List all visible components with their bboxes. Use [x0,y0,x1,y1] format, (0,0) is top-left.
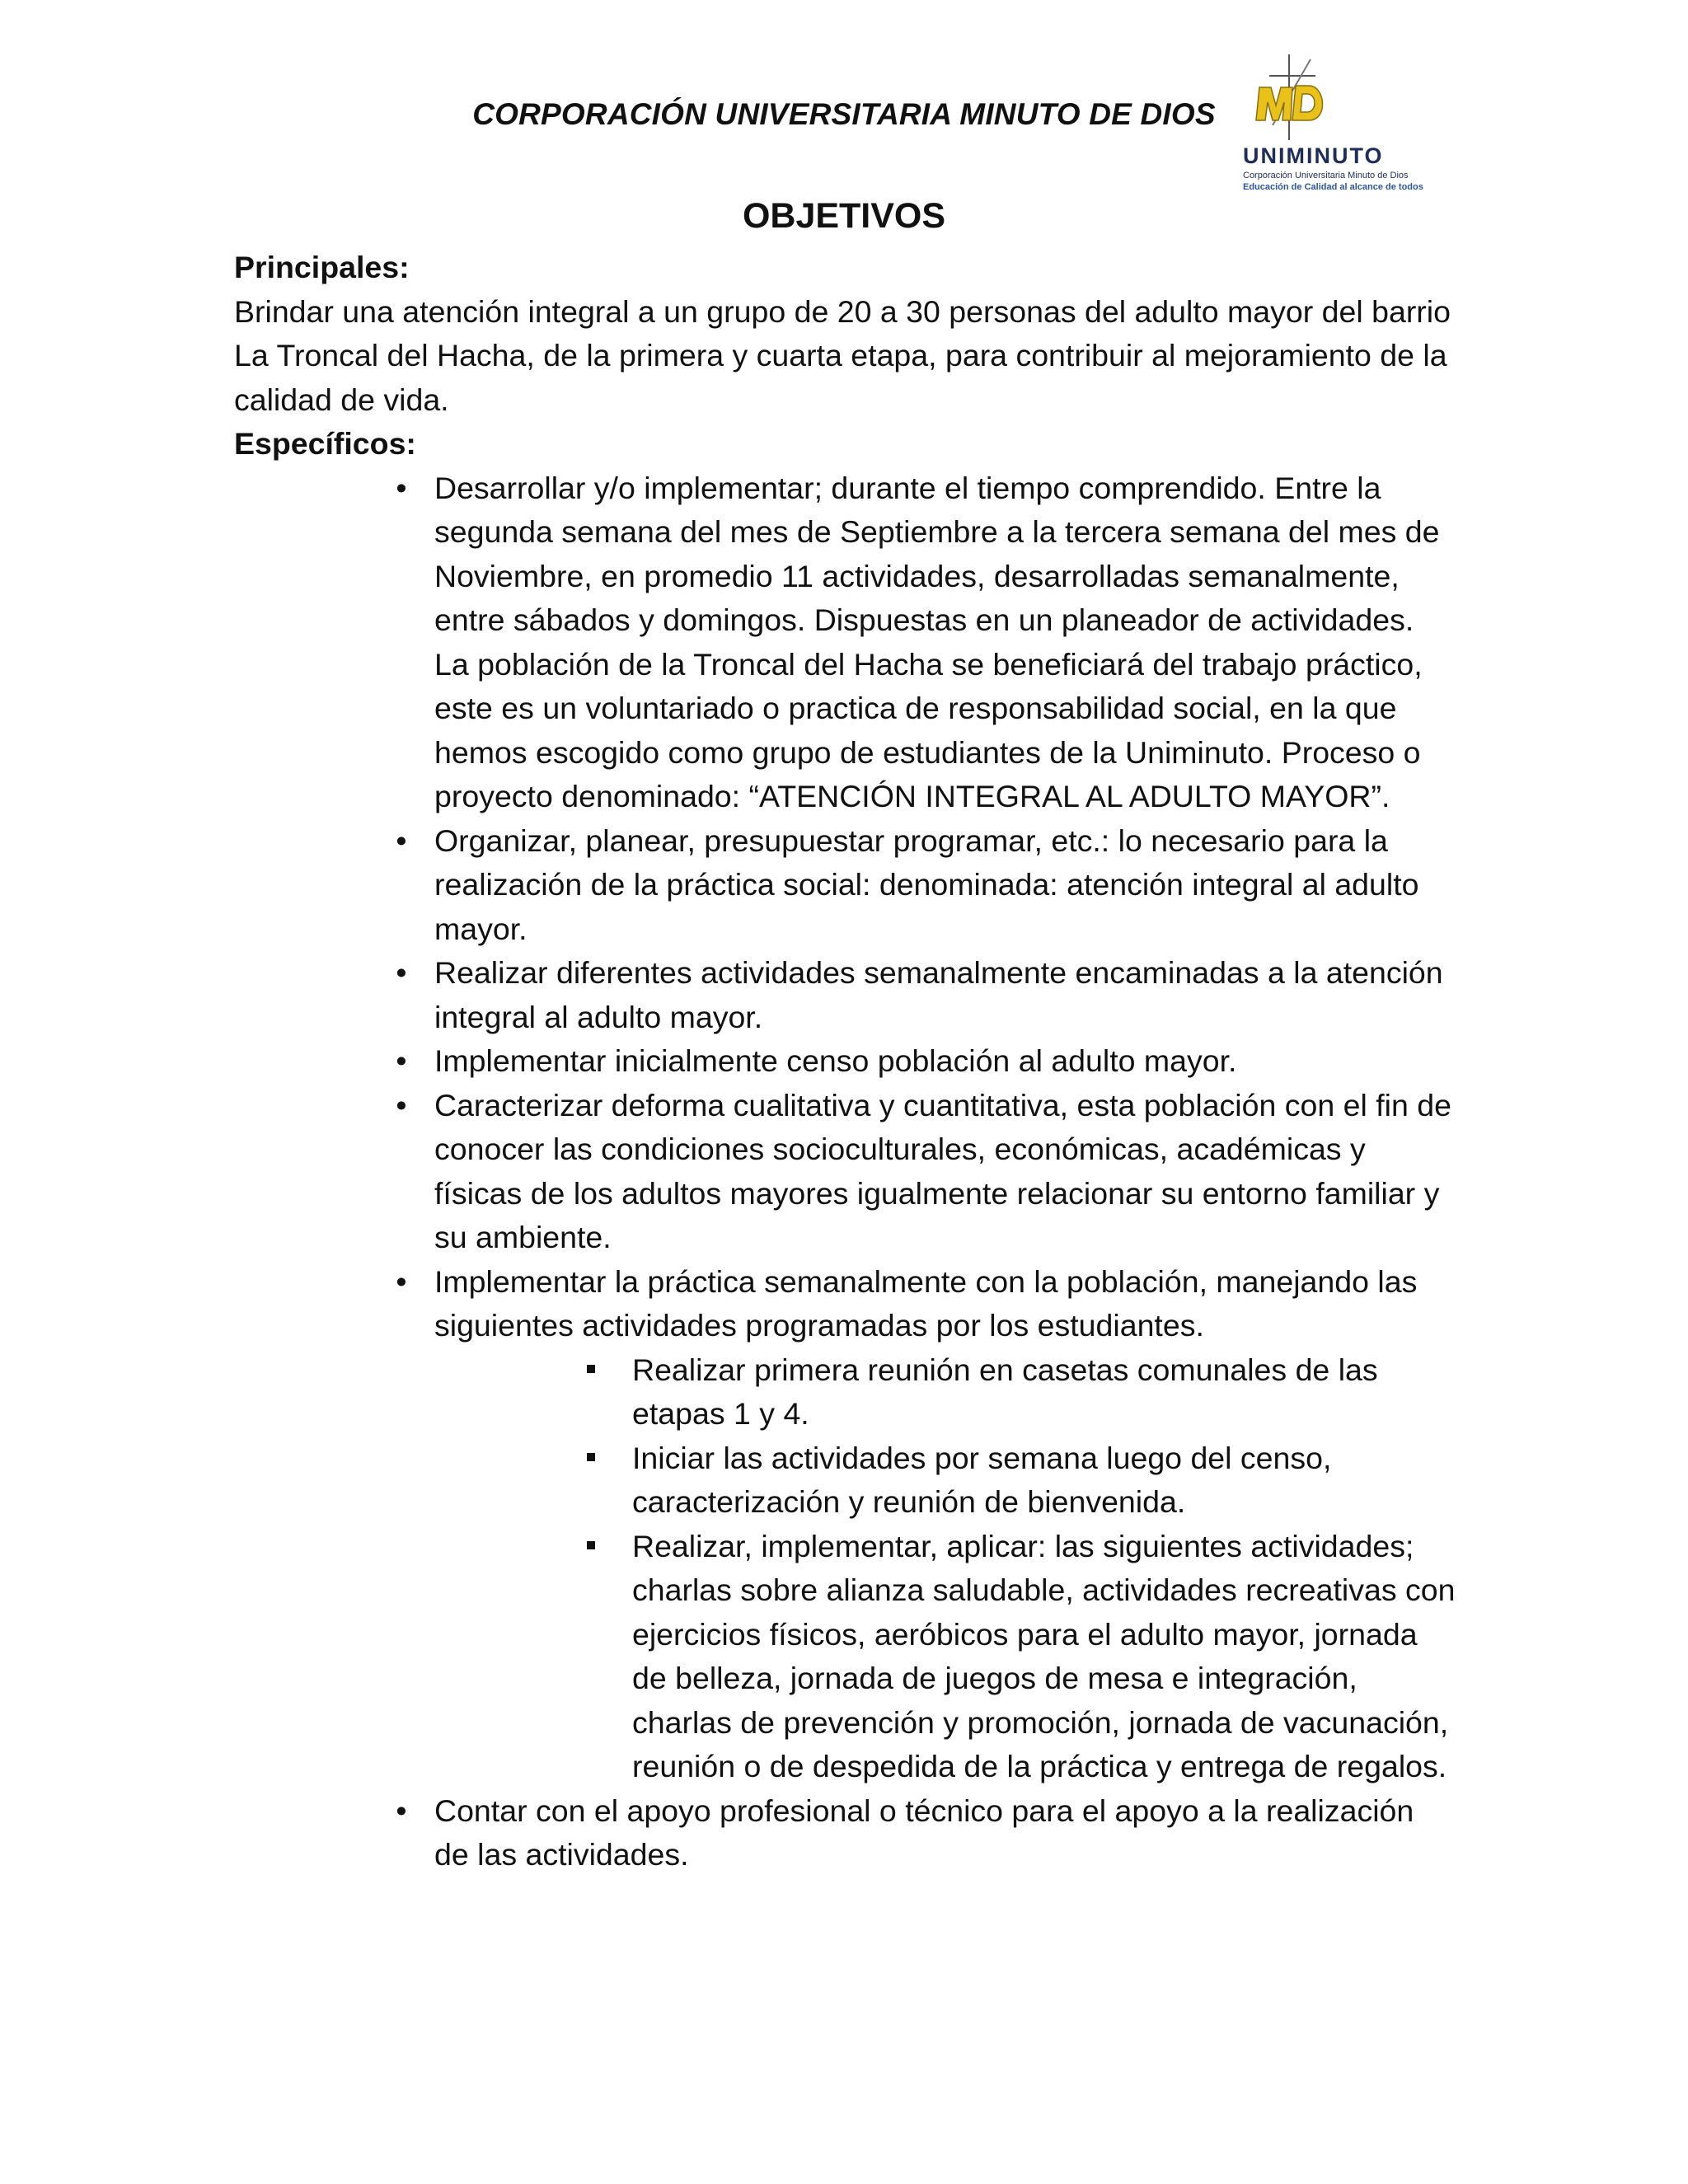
sub-list-item [632,1436,1458,1525]
bullet-icon: • [396,470,407,505]
list-item-text: Contar con el apoyo profesional o técnico para el apoyo a la realización de las actividades. [434,1793,1414,1872]
bullet-icon: • [396,955,407,990]
document-body [234,246,1470,1877]
bullet-icon: • [396,1043,407,1078]
square-bullet-icon [587,1365,595,1373]
list-item [396,1789,1454,1877]
page-title: OBJETIVOS [742,196,946,236]
square-bullet-icon [587,1541,595,1549]
sub-list-item-text: Realizar primera reunión en casetas comunales de las etapas 1 y 4. [632,1352,1378,1431]
sub-list-item [632,1525,1458,1789]
list-item [396,1084,1454,1260]
sub-list-item-text: Realizar, implementar, aplicar: las siguientes actividades; charlas sobre alianza saludable, actividades recreativas con ejercicios físicos, aeróbicos para el adulto mayor, jornada de belleza, jornada de juegos de mesa e integración, charlas de prevención y promoción, jornada de vacunación, reunión o de despedida de la práctica y entrega de regalos. [632,1528,1456,1783]
list-item-text: Implementar inicialmente censo población al adulto mayor. [434,1043,1237,1078]
list-item [396,819,1454,952]
logo-tagline: Educación de Calidad al alcance de todos [1243,182,1423,192]
sub-list-item [632,1348,1458,1436]
logo-name: UNIMINUTO [1243,143,1384,168]
square-bullet-icon [587,1453,595,1461]
list-item [396,1260,1456,1789]
list-item [396,951,1454,1039]
list-item-text: Organizar, planear, presupuestar programar, etc.: lo necesario para la realización de la práctica social: denominada: atención integral al adulto mayor. [434,823,1419,946]
md-cross-icon [1240,51,1339,142]
bullet-icon: • [396,823,407,858]
list-item [396,466,1454,819]
principales-text: Brindar una atención integral a un grupo de 20 a 30 personas del adulto mayor del barrio La Troncal del Hacha, de la primera y cuarta etapa, para contribuir al mejoramiento de la calidad de vida. [234,293,1451,417]
list-item-text: Realizar diferentes actividades semanalmente encaminadas a la atención integral al adulto mayor. [434,955,1443,1034]
bullet-icon: • [396,1793,407,1828]
institution-header: CORPORACIÓN UNIVERSITARIA MINUTO DE DIOS [472,97,1216,131]
bullet-icon: • [396,1263,407,1299]
sub-list-item-text: Iniciar las actividades por semana luego del censo, caracterización y reunión de bienvenida. [632,1440,1332,1519]
list-item-text: Desarrollar y/o implementar; durante el tiempo comprendido. Entre la segunda semana del mes de Septiembre a la tercera semana del mes de Noviembre, en promedio 11 actividades, desarrolladas semanalmente, entre sábados y domingos. Dispuestas en un planeador de actividades. La población de la Troncal del Hacha se beneficiará del trabajo práctico, este es un voluntariado o practica de responsabilidad social, en la que hemos escogido como grupo de estudiantes de la Uniminuto. Proceso o proyecto denominado: “ATENCIÓN INTEGRAL AL ADULTO MAYOR”. [434,470,1440,813]
especificos-heading: Específicos: [234,426,416,461]
bullet-icon: • [396,1087,407,1122]
uniminuto-logo [1240,51,1434,191]
especificos-list [234,466,1454,1877]
activities-sublist [434,1348,1458,1789]
logo-subtitle: Corporación Universitaria Minuto de Dios [1243,171,1409,180]
list-item-text: Implementar la práctica semanalmente con la población, manejando las siguientes actividades programadas por los estudiantes. [434,1263,1418,1343]
principales-heading: Principales: [234,250,410,284]
list-item [396,1039,1454,1084]
list-item-text: Caracterizar deforma cualitativa y cuantitativa, esta población con el fin de conocer las condiciones socioculturales, económicas, académicas y físicas de los adultos mayores igualmente relacionar su entorno familiar y su ambiente. [434,1087,1451,1254]
